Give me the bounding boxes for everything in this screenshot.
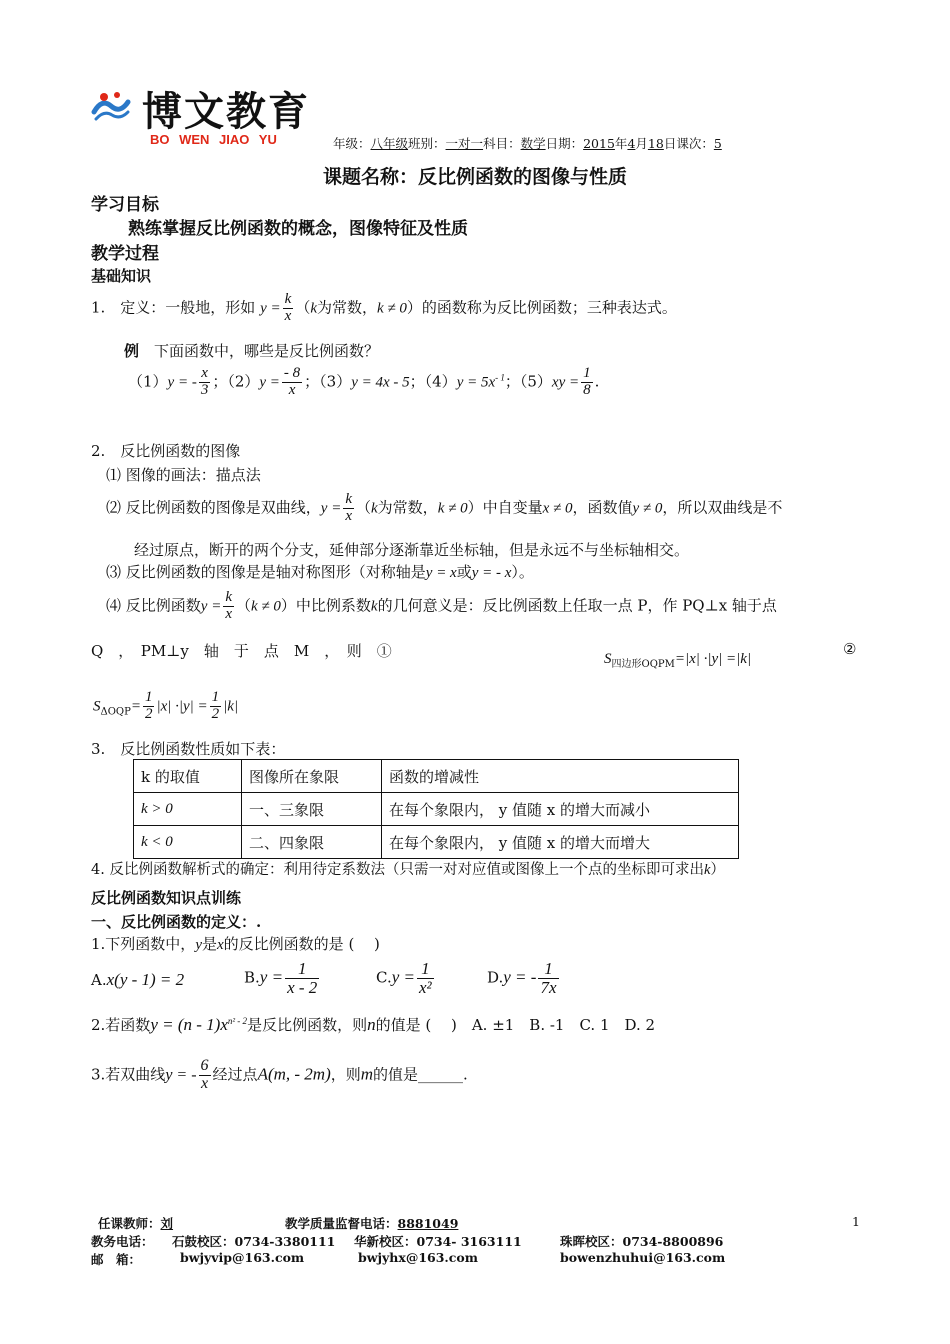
table-cell: k > 0 bbox=[134, 793, 242, 826]
s1-sub: 四边形OQPM bbox=[611, 659, 675, 670]
p2-xneq: x ≠ 0 bbox=[542, 500, 573, 517]
s2-end: |k| bbox=[223, 698, 239, 715]
p4-num: k bbox=[225, 589, 232, 605]
q1-c-num: 1 bbox=[417, 960, 434, 979]
q1-option-d bbox=[487, 960, 561, 997]
q2-line bbox=[91, 1014, 655, 1035]
p2-e: ，函数值 bbox=[572, 498, 633, 517]
q3-num: 6 bbox=[200, 1057, 209, 1074]
opt2-num: - 8 bbox=[283, 365, 301, 381]
q1-option-a bbox=[91, 970, 184, 990]
footer-mail-2: bwjyhx@163.com bbox=[358, 1250, 478, 1265]
q3-end: . bbox=[463, 1065, 468, 1084]
class-value: 一对一 bbox=[445, 136, 484, 151]
fraction-k-over-x bbox=[283, 292, 294, 325]
p2-num: k bbox=[345, 491, 352, 507]
item2-heading: 2. 反比例函数的图像 bbox=[91, 442, 241, 460]
basics-heading: 基础知识 bbox=[91, 267, 152, 285]
q1-c-label: C. bbox=[376, 968, 392, 987]
p2-a: ⑵ 反比例函数的图像是双曲线， bbox=[106, 498, 321, 517]
q1-b-fraction bbox=[285, 960, 319, 997]
opt4-sup: - 1 bbox=[495, 372, 505, 383]
table-row bbox=[134, 793, 739, 826]
page-number: 1 bbox=[852, 1214, 860, 1229]
brand-logo bbox=[90, 80, 340, 150]
p2-kneq: k ≠ 0 bbox=[437, 500, 468, 517]
q1-stem-b: 是 bbox=[201, 935, 217, 953]
brand-name-en: BO WEN JIAO YU bbox=[150, 132, 277, 147]
const-text: 为常数， bbox=[317, 298, 378, 317]
paren-open: （ bbox=[295, 298, 311, 317]
q1-option-b bbox=[244, 960, 321, 997]
opt2-den: x bbox=[288, 381, 296, 398]
opt5-lhs: xy = bbox=[551, 374, 580, 391]
q1-d-fraction bbox=[538, 960, 558, 997]
q3-m: m bbox=[360, 1064, 374, 1084]
q2-prefix: 2.若函数 bbox=[91, 1016, 151, 1034]
frac-den: x bbox=[284, 307, 292, 324]
q1-c-den: x² bbox=[419, 977, 432, 997]
p2-b: （ bbox=[355, 498, 371, 517]
item4-line bbox=[91, 858, 725, 879]
q1-d-den: 7x bbox=[540, 977, 557, 997]
half-num-2: 1 bbox=[211, 689, 220, 705]
q2-n: n bbox=[367, 1015, 376, 1034]
quality-label: 教学质量监督电话： bbox=[285, 1216, 398, 1231]
table-cell: 一、三象限 bbox=[242, 793, 382, 826]
opt3-expr: y = 4x - 5 bbox=[351, 374, 410, 391]
q1-x: x bbox=[217, 937, 224, 953]
p4-k: k bbox=[370, 598, 378, 615]
p4-den: x bbox=[225, 605, 232, 622]
q1-b-label: B. bbox=[244, 968, 260, 987]
p4-d: 的几何意义是：反比例函数上任取一点 P，作 PQ⊥x 轴于点 bbox=[377, 596, 777, 615]
properties-table bbox=[133, 759, 739, 859]
wave-logo-icon bbox=[90, 88, 132, 124]
footer-campus-1: 石鼓校区：0734-3380111 bbox=[172, 1234, 336, 1249]
q1-y: y bbox=[195, 937, 202, 953]
brand-name-cn: 博文教育 bbox=[142, 89, 310, 135]
q2-suffix: 的值是 ( ) A. ±1 B. -1 C. 1 D. 2 bbox=[375, 1016, 656, 1034]
q1-option-c bbox=[376, 960, 436, 997]
section1-heading: 一、反比例函数的定义：. bbox=[91, 913, 262, 931]
p2-c: 为常数， bbox=[377, 498, 438, 517]
table-cell: k < 0 bbox=[134, 826, 242, 859]
training-heading: 反比例函数知识点训练 bbox=[91, 889, 242, 907]
s2-half-2 bbox=[210, 690, 222, 723]
grade-value: 八年级 bbox=[370, 136, 409, 151]
p4-kneq: k ≠ 0 bbox=[251, 598, 281, 615]
footer-campus-3: 珠晖校区：0734-8800896 bbox=[560, 1234, 724, 1249]
area-formula-2 bbox=[93, 690, 238, 723]
q3-mid2: ，则 bbox=[330, 1065, 361, 1084]
table-header-row bbox=[134, 760, 739, 793]
definition-suffix: ）的函数称为反比例函数；三种表达式。 bbox=[406, 298, 677, 317]
half-den-1: 2 bbox=[144, 705, 153, 722]
footer-mail-3: bowenzhuhui@163.com bbox=[560, 1250, 726, 1265]
table-cell: 二、四象限 bbox=[242, 826, 382, 859]
table-header-cell: 函数的增减性 bbox=[382, 760, 739, 793]
table-cell: 在每个象限内， y 值随 x 的增大而减小 bbox=[382, 793, 739, 826]
frac-num: k bbox=[284, 291, 292, 307]
footer-line-1 bbox=[98, 1214, 173, 1232]
circled-two: ② bbox=[843, 640, 857, 658]
example-line bbox=[124, 340, 379, 361]
example-label: 例 bbox=[124, 342, 140, 360]
q2-sup: n² - 2 bbox=[227, 1016, 248, 1026]
item2-p2 bbox=[106, 492, 782, 525]
p2-y: y = bbox=[320, 500, 342, 517]
p3-or: 或 bbox=[456, 563, 472, 581]
s1-expr: =|x| ·|y| =|k| bbox=[674, 651, 752, 667]
opt5-label: ；（5） bbox=[504, 372, 552, 391]
q1-stem-a: 1.下列函数中， bbox=[91, 935, 196, 953]
month-unit: 月 bbox=[635, 136, 648, 151]
p2-fraction bbox=[343, 492, 354, 525]
p2-yneq: y ≠ 0 bbox=[632, 500, 663, 517]
lesson-value: 5 bbox=[713, 136, 722, 151]
process-heading: 教学过程 bbox=[91, 244, 159, 264]
teacher-label: 任课教师： bbox=[98, 1216, 161, 1231]
opt1-fraction bbox=[199, 366, 211, 399]
opt4-label: ；（4） bbox=[409, 372, 457, 391]
lesson-label: 课次： bbox=[676, 136, 714, 151]
item2-p4-line2: Q ， PM⊥y 轴 于 点 M ， 则 ① bbox=[91, 642, 392, 660]
q3-lhs: y = - bbox=[165, 1066, 197, 1084]
p4-y: y = bbox=[200, 598, 222, 615]
footer-campus-2: 华新校区：0734- 3163111 bbox=[354, 1234, 522, 1249]
p3-b: ）。 bbox=[511, 563, 534, 581]
opt1-den: 3 bbox=[200, 381, 209, 398]
opt2-fraction bbox=[282, 366, 302, 399]
q2-mid: 是反比例函数，则 bbox=[247, 1016, 368, 1034]
opt4-expr: y = 5x bbox=[456, 374, 496, 391]
definition-line bbox=[91, 292, 677, 325]
item4-k: k bbox=[703, 862, 711, 878]
item2-p3 bbox=[106, 561, 534, 582]
s2-half-1 bbox=[143, 690, 155, 723]
item3-heading: 3. 反比例函数性质如下表： bbox=[91, 740, 286, 758]
opt2-label: ；（2） bbox=[212, 372, 260, 391]
opt1-lhs: y = - bbox=[167, 374, 197, 391]
s2-symbol: S bbox=[93, 698, 101, 715]
example-question: 下面函数中，哪些是反比例函数？ bbox=[154, 342, 380, 360]
footer-mail-label: 邮 箱： bbox=[91, 1252, 142, 1267]
q1-b-num: 1 bbox=[285, 960, 319, 979]
day-unit: 日 bbox=[663, 136, 677, 151]
goal-text: 熟练掌握反比例函数的概念，图像特征及性质 bbox=[128, 219, 468, 239]
half-num-1: 1 bbox=[144, 689, 153, 705]
teacher-name: 刘 bbox=[160, 1216, 174, 1231]
q3-blank: ______ bbox=[418, 1065, 464, 1084]
q1-d-num: 1 bbox=[538, 960, 558, 979]
grade-label: 年级： bbox=[333, 136, 371, 151]
q1-stem-c: 的反比例函数的是 ( ) bbox=[223, 935, 380, 953]
opt5-den: 8 bbox=[583, 381, 591, 398]
p4-c: ）中比例系数 bbox=[280, 596, 371, 615]
q1-a-label: A. bbox=[91, 971, 107, 989]
q1-d-lhs: y = - bbox=[503, 967, 537, 987]
date-year: 2015 bbox=[583, 136, 615, 151]
quality-phone: 8881049 bbox=[397, 1216, 459, 1231]
q1-stem bbox=[91, 933, 380, 954]
p2-k: k bbox=[371, 500, 378, 517]
opt2-lhs: y = bbox=[259, 374, 280, 391]
q1-d-label: D. bbox=[487, 968, 504, 987]
q3-mid: 经过点 bbox=[212, 1065, 258, 1084]
q3-point: A(m, - 2m) bbox=[257, 1064, 331, 1084]
date-day: 18 bbox=[647, 136, 664, 151]
q3-den: x bbox=[200, 1074, 209, 1092]
opt-end: . bbox=[594, 372, 600, 391]
p4-fraction bbox=[223, 590, 234, 623]
year-unit: 年 bbox=[614, 136, 628, 151]
q3-prefix: 3.若双曲线 bbox=[91, 1065, 166, 1084]
class-label: 班别： bbox=[408, 136, 446, 151]
half-den-2: 2 bbox=[211, 705, 220, 722]
date-month: 4 bbox=[627, 136, 636, 151]
date-label: 日期： bbox=[545, 136, 584, 151]
subject-value: 数学 bbox=[520, 136, 546, 151]
p3-eq1: y = x bbox=[425, 565, 457, 581]
q1-b-den: x - 2 bbox=[287, 977, 318, 997]
opt5-num: 1 bbox=[583, 365, 591, 381]
opt3-label: ；（3） bbox=[304, 372, 352, 391]
p4-a: ⑷ 反比例函数 bbox=[106, 596, 201, 615]
q1-c-fraction bbox=[417, 960, 434, 997]
goal-heading: 学习目标 bbox=[91, 195, 159, 215]
p2-den: x bbox=[345, 507, 352, 524]
table-cell: 在每个象限内， y 值随 x 的增大而增大 bbox=[382, 826, 739, 859]
table-row bbox=[134, 826, 739, 859]
item2-p2-cont: 经过原点，断开的两个分支，延伸部分逐渐靠近坐标轴，但是永远不与坐标轴相交。 bbox=[134, 541, 690, 559]
footer-mail-1: bwjyvip@163.com bbox=[180, 1250, 305, 1265]
q1-b-lhs: y = bbox=[259, 967, 284, 987]
table-header-cell: k 的取值 bbox=[134, 760, 242, 793]
p4-b: （ bbox=[235, 596, 251, 615]
q1-a-expr: x(y - 1) = 2 bbox=[106, 970, 185, 989]
p2-d: ）中自变量 bbox=[467, 498, 543, 517]
table-header-cell: 图像所在象限 bbox=[242, 760, 382, 793]
p3-eq2: y = - x bbox=[471, 565, 512, 581]
item4-end: ） bbox=[710, 862, 725, 878]
s1-symbol: S bbox=[604, 651, 612, 667]
opt5-fraction bbox=[581, 366, 593, 399]
example-options bbox=[128, 366, 599, 399]
area-formula-1 bbox=[604, 649, 751, 670]
s2-sub: ΔOQP bbox=[100, 706, 131, 718]
footer-quality bbox=[285, 1214, 458, 1232]
eq-lhs: y = bbox=[260, 300, 281, 317]
definition-prefix: 1. 定义：一般地，形如 bbox=[91, 298, 256, 317]
page-title: 课题名称：反比例函数的图像与性质 bbox=[322, 166, 627, 188]
q3-fraction bbox=[199, 1058, 211, 1093]
s2-mid: |x| ·|y| = bbox=[156, 698, 208, 715]
footer-phone-label: 教务电话： bbox=[91, 1234, 154, 1249]
item2-p4 bbox=[106, 590, 777, 623]
opt1-label: （1） bbox=[128, 372, 168, 391]
item4-text: 4. 反比例函数解析式的确定：利用待定系数法（只需一对对应值或图像上一个点的坐标即可求出 bbox=[91, 862, 704, 878]
q2-expr: y = (n - 1)x bbox=[150, 1015, 228, 1034]
p2-f: ，所以双曲线是不 bbox=[662, 498, 783, 517]
q3-line bbox=[91, 1058, 468, 1093]
header-meta bbox=[333, 134, 722, 152]
s2-eq: = bbox=[130, 698, 141, 715]
k-neq-zero: k ≠ 0 bbox=[377, 300, 407, 317]
item2-p1: ⑴ 图像的画法：描点法 bbox=[106, 466, 261, 484]
opt1-num: x bbox=[199, 366, 211, 383]
q3-suffix: 的值是 bbox=[373, 1065, 419, 1084]
q1-c-lhs: y = bbox=[391, 967, 415, 987]
p3-a: ⑶ 反比例函数的图像是是轴对称图形（对称轴是 bbox=[106, 563, 426, 581]
var-k: k bbox=[310, 300, 317, 317]
subject-label: 科目： bbox=[483, 136, 521, 151]
